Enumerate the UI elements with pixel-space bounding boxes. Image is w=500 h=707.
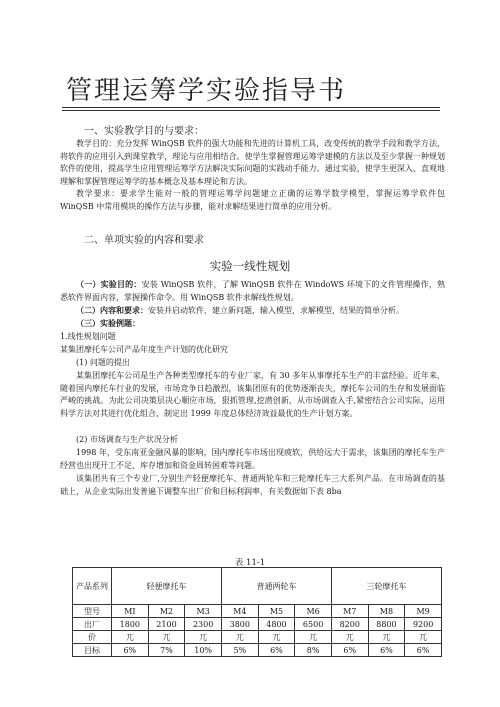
table-cell: M9	[405, 605, 442, 618]
table-caption: 表 11-1	[234, 558, 266, 568]
table-cell: 8200	[331, 618, 368, 631]
table-cell: 轻便摩托车	[112, 568, 222, 605]
table-cell: 1800	[112, 618, 149, 631]
table-cell: 兀	[221, 631, 258, 644]
table-cell: 兀	[185, 631, 222, 644]
table-row	[73, 568, 442, 605]
table-cell: 目标	[73, 644, 112, 657]
table-row	[73, 644, 442, 657]
table-cell: 兀	[295, 631, 332, 644]
product-table	[72, 567, 442, 657]
table-cell: 6%	[331, 644, 368, 657]
table-cell: 6%	[368, 644, 405, 657]
title-rule-bottom	[62, 110, 440, 111]
case-line-4: (2) 市场调查与生产状况分析	[76, 435, 178, 444]
table-cell: 3800	[221, 618, 258, 631]
table-cell: 兀	[368, 631, 405, 644]
table-cell: M8	[368, 605, 405, 618]
table-cell: 兀	[112, 631, 149, 644]
case-label	[60, 318, 445, 331]
section-1-purpose: 教学目的：充分发挥 WinQSB 软件的强大功能和先进的计算机工具，改变传统的教学手段和教学方法，将软件的应用引入到课堂教学，理论与应用相结合。使学生掌握管理运筹学建模的方法以及至少掌握一种规划软件的使用，提高学生应用管理运筹学方法解决实际问题的实践动手能力。通过实验，使学生更深入、直观地理解和掌握管理运筹学的基本概念及基本理论和方法。	[60, 139, 445, 186]
table-cell: 6500	[295, 618, 332, 631]
goal-label: （一）实验目的：	[76, 280, 142, 289]
table-cell: M3	[185, 605, 222, 618]
section-1-heading: 一、实验教学目的与要求：	[84, 126, 204, 137]
table-row	[73, 618, 442, 631]
table-cell: 8%	[295, 644, 332, 657]
table-cell: M6	[295, 605, 332, 618]
experiment-requirement	[60, 305, 445, 318]
table-cell: M4	[221, 605, 258, 618]
table-cell: 兀	[258, 631, 295, 644]
table-cell: 6%	[405, 644, 442, 657]
case-line-3: (1) 问题的提出	[76, 358, 130, 367]
title-rule-top	[62, 107, 440, 108]
case-paragraph-3: 该集团共有三个专业厂,分别生产轻便摩托车、普通两轮车和三轮摩托车三大系列产品。在市场调查的基础上，从企业实际出发普遍下调整车出厂价和目标利润率，有关数据如下表 8ba	[60, 474, 445, 496]
table-cell: 兀	[148, 631, 185, 644]
experiment-goal	[60, 279, 445, 304]
table-cell: 10%	[185, 644, 222, 657]
req-label: （二）内容和要求：	[76, 306, 148, 315]
page-title: 管理运筹学实验指导书	[66, 76, 347, 106]
table-cell: 6%	[112, 644, 149, 657]
table-cell: M7	[331, 605, 368, 618]
goal-text: 安装 WinQSB 软件，了解 WinQSB 软件在 WindoWS 环境下的文件管理操作，熟悉软件界面内容，掌握操作命令。用 WinQSB 软件求解线性规划。	[60, 280, 445, 302]
table-row	[73, 605, 442, 618]
table-cell: 9200	[405, 618, 442, 631]
case-paragraph-2: 1998 年，受东南亚金融风暴的影响，国内摩托车市场出现疲软，供给远大于需求，该集团的摩托车生产经营也出现开工不足、库存增加和资金周转困难等问题。	[60, 448, 445, 470]
table-cell: 价	[73, 631, 112, 644]
table-cell: 普通两轮车	[221, 568, 331, 605]
table-cell: 2300	[185, 618, 222, 631]
table-cell: 型号	[73, 605, 112, 618]
table-cell: 2100	[148, 618, 185, 631]
table-cell: 三轮摩托车	[331, 568, 441, 605]
table-cell: M5	[258, 605, 295, 618]
table-cell: 8800	[368, 618, 405, 631]
table-cell: 6%	[258, 644, 295, 657]
table-cell: 7%	[148, 644, 185, 657]
table-cell: 兀	[405, 631, 442, 644]
table-row	[73, 631, 442, 644]
table-cell: MI	[112, 605, 149, 618]
case-line-2: 某集团摩托车公司产品年度生产计划的优化研究	[60, 345, 228, 354]
experiment-title: 实验一线性规划	[209, 259, 291, 273]
table-cell: 产品系列	[73, 568, 112, 605]
case-line-1: 1.线性规划问题	[60, 332, 116, 341]
table-cell: 出厂	[73, 618, 112, 631]
section-2-heading: 二、单项实验的内容和要求	[84, 235, 204, 246]
case-label-text: （三）实验例题：	[76, 319, 140, 328]
case-paragraph-1: 某集团摩托车公司是生产各种类型摩托车的专业厂家，有 30 多年从事摩托车生产的丰富经验。近年来，随着国内摩托车行业的发展，市场竞争日趋激烈，该集团原有的优势逐渐丧失，摩托车公司的生存和发展面临严峻的挑战。为此公司决策层决心顺应市场，狠抓管理,挖潜创新，从市场调查入手,紧密结合公司实际，运用科学方法对其进行优化组合，制定出 1999 年度总体经济效益最优的生产计划方案。	[60, 371, 445, 418]
table-cell: 4800	[258, 618, 295, 631]
req-text: 安装并启动软件，建立新问题，输入模型，求解模型，结果的简单分析。	[148, 306, 404, 315]
table-cell: 5%	[221, 644, 258, 657]
table-cell: M2	[148, 605, 185, 618]
table-cell: 兀	[331, 631, 368, 644]
section-1-requirement: 教学要求：要求学生能对一般的管理运筹学问题建立正确的运筹学数学模型，掌握运筹学软件包 WinQSB 中常用模块的操作方法与步骤，能对求解结果进行简单的应用分析。	[60, 189, 445, 211]
